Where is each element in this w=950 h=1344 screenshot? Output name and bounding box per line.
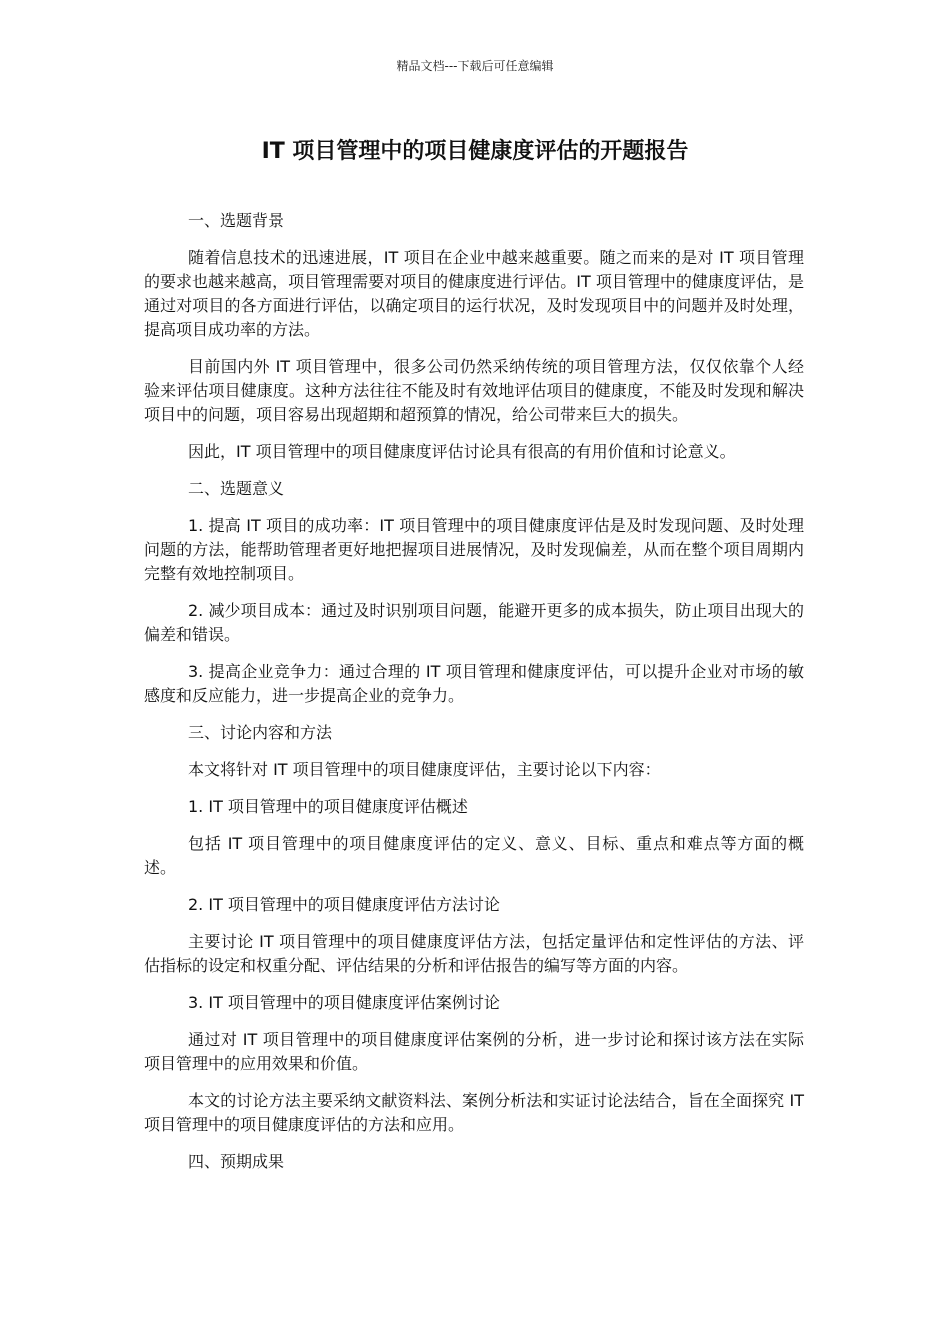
paragraph: 目前国内外 IT 项目管理中，很多公司仍然采纳传统的项目管理方法，仅仅依靠个人经验来评估项目健康度。这种方法往往不能及时有效地评估项目的健康度，不能及时发现和解决项目中的问题，项目容易出现超期和超预算的情况，给公司带来巨大的损失。 — [144, 357, 804, 424]
list-item: 3. 提高企业竞争力：通过合理的 IT 项目管理和健康度评估，可以提升企业对市场的敏感度和反应能力，进一步提高企业的竞争力。 — [144, 662, 804, 705]
paragraph: 本文将针对 IT 项目管理中的项目健康度评估，主要讨论以下内容： — [188, 760, 661, 779]
paragraph: 通过对 IT 项目管理中的项目健康度评估案例的分析，进一步讨论和探讨该方法在实际项目管理中的应用效果和价值。 — [144, 1030, 804, 1073]
paragraph: 包括 IT 项目管理中的项目健康度评估的定义、意义、目标、重点和难点等方面的概述。 — [144, 834, 804, 877]
section-heading-significance: 二、选题意义 — [188, 479, 285, 498]
list-item: 1. 提高 IT 项目的成功率：IT 项目管理中的项目健康度评估是及时发现问题、及时处理问题的方法，能帮助管理者更好地把握项目进展情况，及时发现偏差，从而在整个项目周期内完整有效地控制项目。 — [144, 516, 804, 583]
section-heading-background: 一、选题背景 — [188, 211, 285, 230]
document-title: IT 项目管理中的项目健康度评估的开题报告 — [261, 139, 689, 164]
section-heading-expected-results: 四、预期成果 — [188, 1152, 285, 1171]
document-body — [144, 209, 804, 1187]
subheading: 3. IT 项目管理中的项目健康度评估案例讨论 — [188, 993, 500, 1012]
paragraph: 因此，IT 项目管理中的项目健康度评估讨论具有很高的有用价值和讨论意义。 — [188, 442, 736, 461]
subheading: 1. IT 项目管理中的项目健康度评估概述 — [188, 797, 468, 816]
paragraph: 本文的讨论方法主要采纳文献资料法、案例分析法和实证讨论法结合，旨在全面探究 IT 项目管理中的项目健康度评估的方法和应用。 — [144, 1091, 804, 1134]
list-item: 2. 减少项目成本：通过及时识别项目问题，能避开更多的成本损失，防止项目出现大的偏差和错误。 — [144, 601, 804, 644]
header-note: 精品文档---下载后可任意编辑 — [396, 59, 554, 73]
section-heading-content-methods: 三、讨论内容和方法 — [188, 723, 333, 742]
paragraph: 随着信息技术的迅速进展，IT 项目在企业中越来越重要。随之而来的是对 IT 项目管理的要求也越来越高，项目管理需要对项目的健康度进行评估。IT 项目管理中的健康度评估，是通过对项目的各方面进行评估，以确定项目的运行状况，及时发现项目中的问题并及时处理，提高项目成功率的方法。 — [144, 248, 804, 339]
subheading: 2. IT 项目管理中的项目健康度评估方法讨论 — [188, 895, 500, 914]
paragraph: 主要讨论 IT 项目管理中的项目健康度评估方法，包括定量评估和定性评估的方法、评估指标的设定和权重分配、评估结果的分析和评估报告的编写等方面的内容。 — [144, 932, 804, 975]
